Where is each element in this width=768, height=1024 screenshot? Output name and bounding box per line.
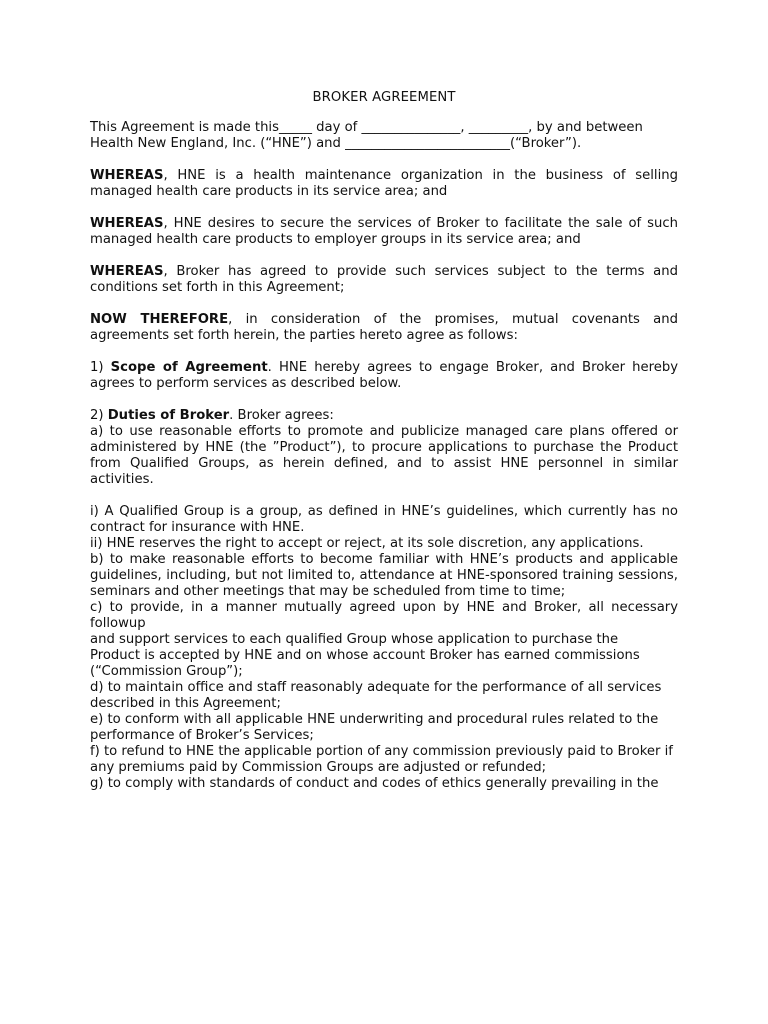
duty-item-c-line-4: (“Commission Group”); xyxy=(90,664,243,679)
intro-line-2: Health New England, Inc. (“HNE”) and _________________________(“Broker”). xyxy=(90,136,582,151)
qualified-group-note-i: i) A Qualified Group is a group, as defined in HNE’s guidelines, which currently has no contract for insurance with HNE. xyxy=(90,504,678,535)
duty-item-g-line-1: g) to comply with standards of conduct and codes of ethics generally prevailing in the xyxy=(90,776,659,791)
section-number: 2) xyxy=(90,408,108,423)
whereas-paragraph-2 xyxy=(90,216,678,248)
document-title: BROKER AGREEMENT xyxy=(312,90,456,105)
section-2-duties xyxy=(90,408,678,424)
duty-item-e-line-2: performance of Broker’s Services; xyxy=(90,728,314,743)
now-therefore-paragraph xyxy=(90,312,678,344)
whereas-text: , HNE is a health maintenance organization in the business of selling managed health care products in its service area; and xyxy=(90,168,678,199)
whereas-lead: WHEREAS xyxy=(90,216,164,231)
section-text: . HNE hereby agrees to engage Broker, and Broker hereby agrees to perform services as described below. xyxy=(90,360,678,391)
duty-item-f-line-1: f) to refund to HNE the applicable portion of any commission previously paid to Broker if xyxy=(90,744,673,759)
duty-item-c-line-2: and support services to each qualified Group whose application to purchase the xyxy=(90,632,619,647)
whereas-lead: WHEREAS xyxy=(90,264,164,279)
section-heading: Duties of Broker xyxy=(107,408,230,423)
duty-item-b: b) to make reasonable efforts to become familiar with HNE’s products and applicable guidelines, including, but not limited to, attendance at HNE-sponsored training sessions, seminars and other meetings that may be scheduled from time to time; xyxy=(90,552,678,599)
duty-item-c-line-1: c) to provide, in a manner mutually agreed upon by HNE and Broker, all necessary followup xyxy=(90,600,678,631)
whereas-text: , Broker has agreed to provide such services subject to the terms and conditions set forth in this Agreement; xyxy=(90,264,678,295)
section-text: . Broker agrees: xyxy=(229,408,334,423)
section-heading: Scope of Agreement xyxy=(110,360,268,375)
whereas-lead: WHEREAS xyxy=(90,168,164,183)
qualified-group-note-ii: ii) HNE reserves the right to accept or reject, at its sole discretion, any applications. xyxy=(90,536,644,551)
section-1-scope xyxy=(90,360,678,392)
whereas-paragraph-3 xyxy=(90,264,678,296)
section-number: 1) xyxy=(90,360,111,375)
intro-line-1: This Agreement is made this_____ day of _______________, _________, by and between xyxy=(90,120,643,135)
duty-item-c-line-3: Product is accepted by HNE and on whose account Broker has earned commissions xyxy=(90,648,640,663)
duty-item-a: a) to use reasonable efforts to promote and publicize managed care plans offered or administered by HNE (the ”Product”), to procure applications to purchase the Product from Qualified Groups, as herein defined, and to assist HNE personnel in similar activities. xyxy=(90,424,678,487)
duty-item-e-line-1: e) to conform with all applicable HNE underwriting and procedural rules related to the xyxy=(90,712,659,727)
now-therefore-lead: NOW THEREFORE xyxy=(90,312,229,327)
whereas-text: , HNE desires to secure the services of Broker to facilitate the sale of such managed health care products to employer groups in its service area; and xyxy=(90,216,678,247)
duty-item-d-line-1: d) to maintain office and staff reasonably adequate for the performance of all services xyxy=(90,680,662,695)
duty-item-d-line-2: described in this Agreement; xyxy=(90,696,281,711)
duty-item-f-line-2: any premiums paid by Commission Groups are adjusted or refunded; xyxy=(90,760,547,775)
whereas-paragraph-1 xyxy=(90,168,678,200)
now-therefore-text: , in consideration of the promises, mutual covenants and agreements set forth herein, the parties hereto agree as follows: xyxy=(90,312,678,343)
